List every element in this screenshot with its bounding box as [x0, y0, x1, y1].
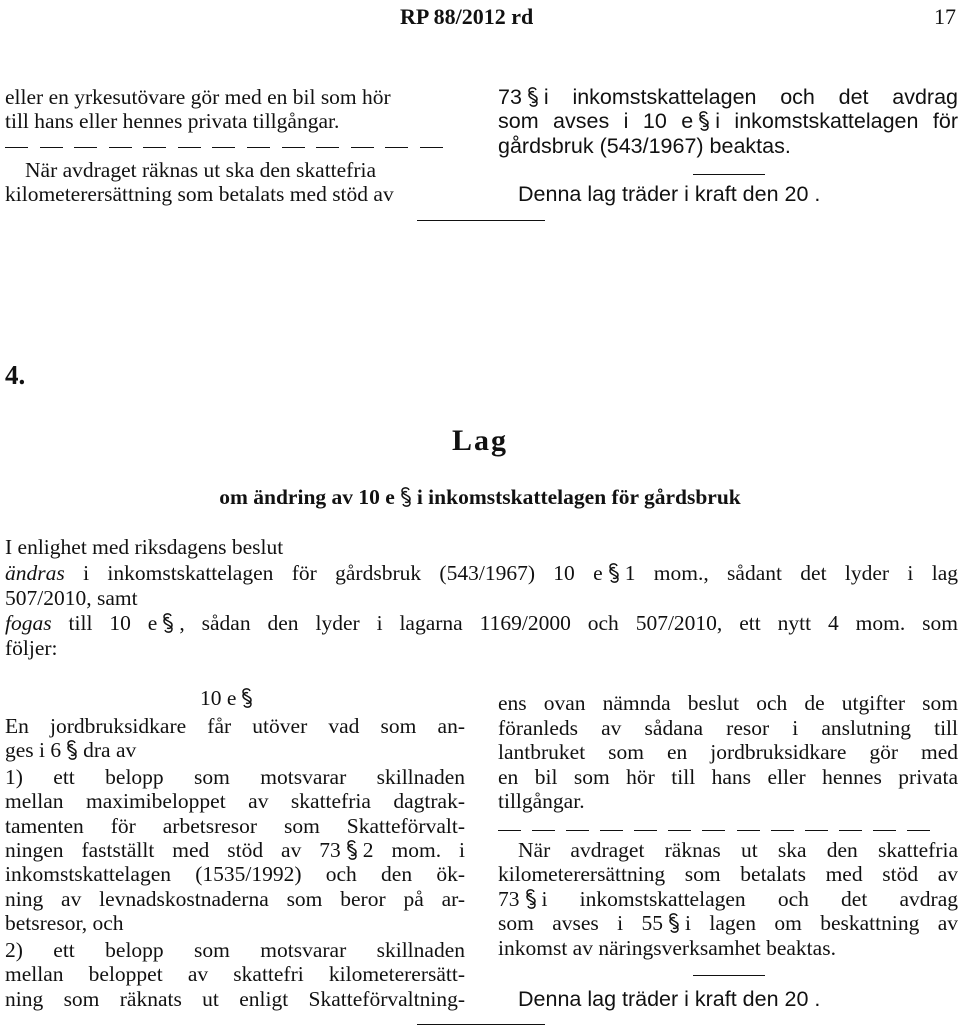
body-line: en bil som hör till hans eller hennes privata	[498, 765, 958, 789]
body-line: ges i 6 dra av	[5, 738, 137, 762]
text-line: eller en yrkesutövare gör med en bil som hör	[5, 85, 391, 109]
section-sign-icon	[240, 687, 254, 709]
body-line: mellan beloppet av skattefri kilometerersätt-	[5, 962, 465, 986]
section-sign-icon	[65, 739, 79, 761]
body-line: inkomstskattelagen (1535/1992) och den ök-	[5, 862, 465, 886]
body-line: ning som räknats ut enligt Skatteförvaltning-	[5, 987, 465, 1011]
text-line: som avses i 10 e i inkomstskattelagen för	[498, 109, 958, 133]
body-line: inkomst av näringsverksamhet beaktas.	[498, 936, 836, 960]
text-line: 73 i inkomstskattelagen och det avdrag	[498, 85, 958, 109]
section-sign-icon	[607, 562, 621, 584]
effective-date: Denna lag träder i kraft den 20 .	[518, 987, 821, 1011]
body-line: ning av levnadskostnaderna som beror på ar-	[5, 887, 465, 911]
short-rule	[693, 174, 765, 175]
preamble-line: följer:	[5, 636, 58, 660]
dash-separator	[498, 830, 930, 831]
end-rule	[417, 1024, 545, 1025]
text-line: till hans eller hennes privata tillgångar.	[5, 109, 340, 133]
section-sign-icon	[697, 110, 711, 132]
body-line: 2) ett belopp som motsvarar skillnaden	[5, 938, 465, 962]
law-subtitle: om ändring av 10 e i inkomstskattelagen för gårdsbruk	[219, 485, 741, 509]
paragraph-heading: 10 e	[200, 686, 258, 711]
preamble-line: 507/2010, samt	[5, 586, 138, 610]
text-line: kilometerersättning som betalats med stöd av	[5, 182, 394, 206]
body-line: tamenten för arbetsresor som Skatteförvalt-	[5, 814, 465, 838]
page-number: 17	[934, 4, 956, 29]
body-line: ens ovan nämnda beslut och de utgifter som	[498, 691, 958, 715]
body-line: lantbruket som en jordbruksidkare gör med	[498, 740, 958, 764]
section-number: 4.	[5, 360, 26, 390]
document-id: RP 88/2012 rd	[400, 4, 534, 29]
text-line: gårdsbruk (543/1967) beaktas.	[498, 134, 791, 158]
body-line: som avses i 55 i lagen om beskattning av	[498, 911, 959, 935]
body-line: kilometerersättning som betalats med stöd av	[498, 862, 958, 886]
effective-date: Denna lag träder i kraft den 20 .	[518, 182, 821, 206]
short-rule	[693, 975, 765, 976]
body-line: 73 i inkomstskattelagen och det avdrag	[498, 887, 958, 911]
body-line: mellan maximibeloppet av skattefria dagtrak-	[5, 789, 465, 813]
preamble-line: I enlighet med riksdagens beslut	[5, 535, 284, 559]
end-rule	[417, 220, 545, 221]
body-line: 1) ett belopp som motsvarar skillnaden	[5, 765, 465, 789]
body-line: ningen fastställt med stöd av 73 2 mom. i	[5, 838, 466, 862]
section-sign-icon	[667, 912, 681, 934]
body-line: tillgångar.	[498, 789, 585, 813]
preamble-line: ändras i inkomstskattelagen för gårdsbruk (543/1967) 10 e 1 mom., sådant det lyder i lag	[5, 561, 958, 585]
section-sign-icon	[524, 888, 538, 910]
law-title: Lag	[451, 424, 508, 457]
section-sign-icon	[526, 86, 540, 108]
body-line: betsresor, och	[5, 911, 124, 935]
body-line: När avdraget räknas ut ska den skattefria	[518, 838, 958, 862]
body-line: föranleds av sådana resor i anslutning till	[498, 716, 958, 740]
preamble-line: fogas till 10 e , sådan den lyder i lagarna 1169/2000 och 507/2010, ett nytt 4 mom. som	[5, 611, 959, 635]
section-sign-icon	[345, 839, 359, 861]
section-sign-icon	[399, 486, 413, 508]
dash-separator	[5, 147, 443, 148]
body-line: En jordbruksidkare får utöver vad som an-	[5, 714, 465, 738]
text-line: När avdraget räknas ut ska den skattefria	[25, 158, 377, 182]
section-sign-icon	[161, 612, 175, 634]
